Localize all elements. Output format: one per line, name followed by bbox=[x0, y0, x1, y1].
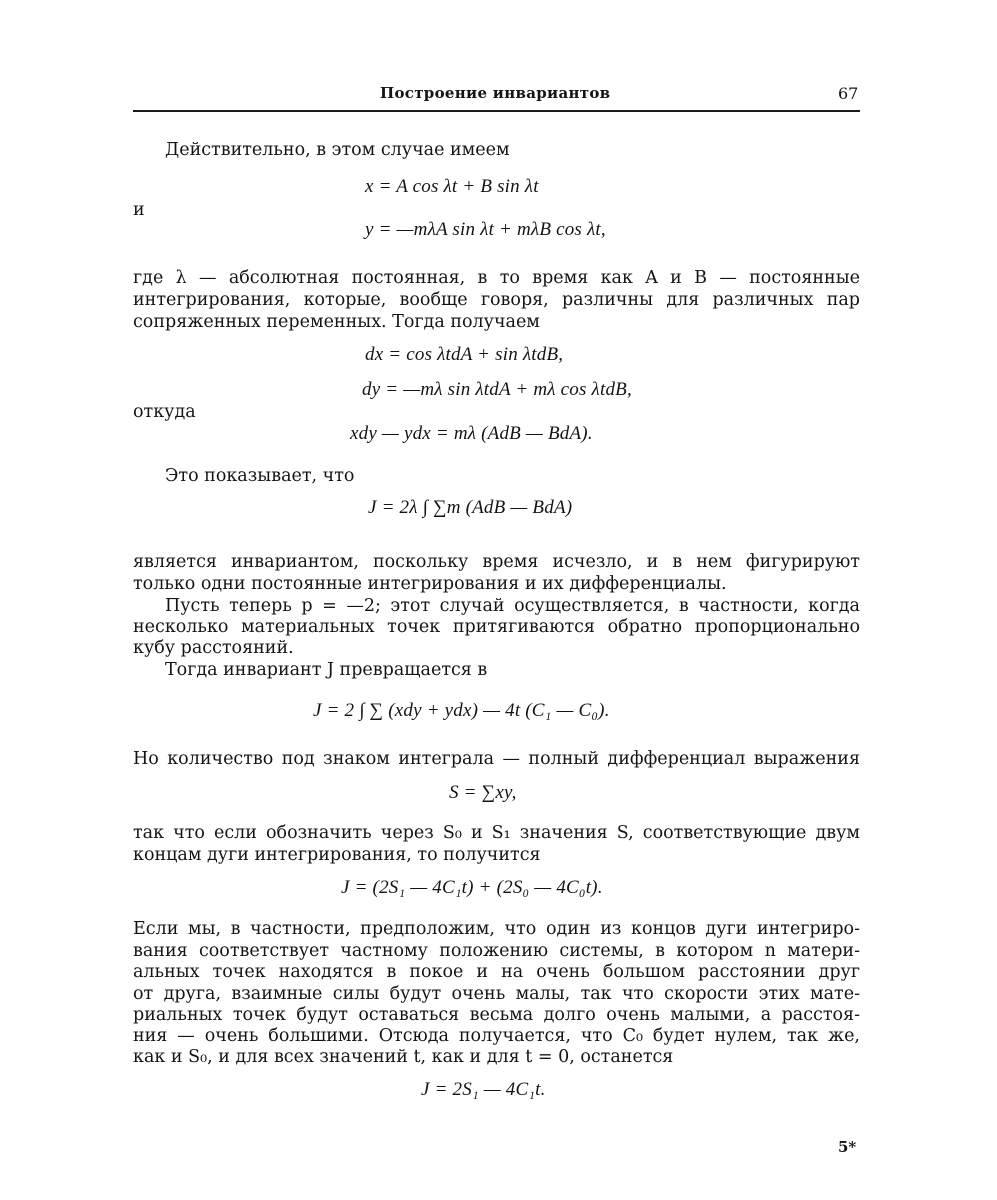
paragraph-line: Если мы, в частности, предположим, что один из концов дуги интегриро- bbox=[133, 919, 860, 939]
text-word: и bbox=[133, 200, 145, 220]
header-rule bbox=[133, 110, 860, 112]
text-line: Тогда инвариант J превращается в bbox=[165, 660, 488, 680]
paragraph-line: сопряженных переменных. Тогда получаем bbox=[133, 312, 540, 332]
equation: x = A cos λt + B sin λt bbox=[365, 176, 539, 197]
paragraph-line: Но количество под знаком интеграла — полный дифференциал выражения bbox=[133, 749, 860, 769]
equation: xdy — ydx = mλ (AdB — BdA). bbox=[350, 423, 593, 444]
running-header-title: Построение инвариантов bbox=[380, 84, 611, 102]
paragraph-line: как и S₀, и для всех значений t, как и для t = 0, останется bbox=[133, 1047, 674, 1067]
page-number: 67 bbox=[838, 84, 859, 103]
equation: y = —mλA sin λt + mλB cos λt, bbox=[365, 219, 606, 240]
equation: dx = cos λtdA + sin λtdB, bbox=[365, 344, 564, 365]
text-line: Действительно, в этом случае имеем bbox=[165, 140, 510, 160]
paragraph-line: является инвариантом, поскольку время исчезло, и в нем фигурируют bbox=[133, 552, 860, 572]
equation: J = (2S₁ — 4C₁t) + (2S₀ — 4C₀t). bbox=[341, 877, 603, 898]
paragraph-line: так что если обозначить через S₀ и S₁ значения S, соответствующие двум bbox=[133, 823, 860, 843]
text-line: Это показывает, что bbox=[165, 466, 355, 486]
paragraph-line: интегрирования, которые, вообще говоря, различны для различных пар bbox=[133, 290, 860, 310]
equation: J = 2 ∫ ∑ (xdy + ydx) — 4t (C₁ — C₀). bbox=[313, 700, 610, 721]
paragraph-line: риальных точек будут оставаться весьма долго очень малыми, а расстоя- bbox=[133, 1005, 860, 1025]
paragraph-line: только одни постоянные интегрирования и их дифференциалы. bbox=[133, 574, 727, 594]
equation: J = 2S₁ — 4C₁t. bbox=[421, 1079, 546, 1100]
paragraph-line: вания соответствует частному положению системы, в котором n матери- bbox=[133, 941, 860, 961]
paragraph-line: ния — очень большими. Отсюда получается, что C₀ будет нулем, так же, bbox=[133, 1026, 860, 1046]
paragraph-line: где λ — абсолютная постоянная, в то время как A и B — постоянные bbox=[133, 268, 860, 288]
paragraph-line: от друга, взаимные силы будут очень малы, так что скорости этих мате- bbox=[133, 984, 860, 1004]
paragraph-line: Пусть теперь p = —2; этот случай осуществляется, в частности, когда bbox=[165, 596, 860, 616]
text-word: откуда bbox=[133, 402, 196, 422]
paragraph-line: кубу расстояний. bbox=[133, 638, 294, 658]
equation: dy = —mλ sin λtdA + mλ cos λtdB, bbox=[362, 379, 632, 400]
signature-mark: 5* bbox=[838, 1138, 857, 1156]
equation: S = ∑xy, bbox=[449, 782, 517, 803]
paragraph-line: концам дуги интегрирования, то получится bbox=[133, 845, 541, 865]
paragraph-line: несколько материальных точек притягиваются обратно пропорционально bbox=[133, 617, 860, 637]
equation: J = 2λ ∫ ∑m (AdB — BdA) bbox=[368, 497, 573, 518]
paragraph-line: альных точек находятся в покое и на очень большом расстоянии друг bbox=[133, 962, 860, 982]
